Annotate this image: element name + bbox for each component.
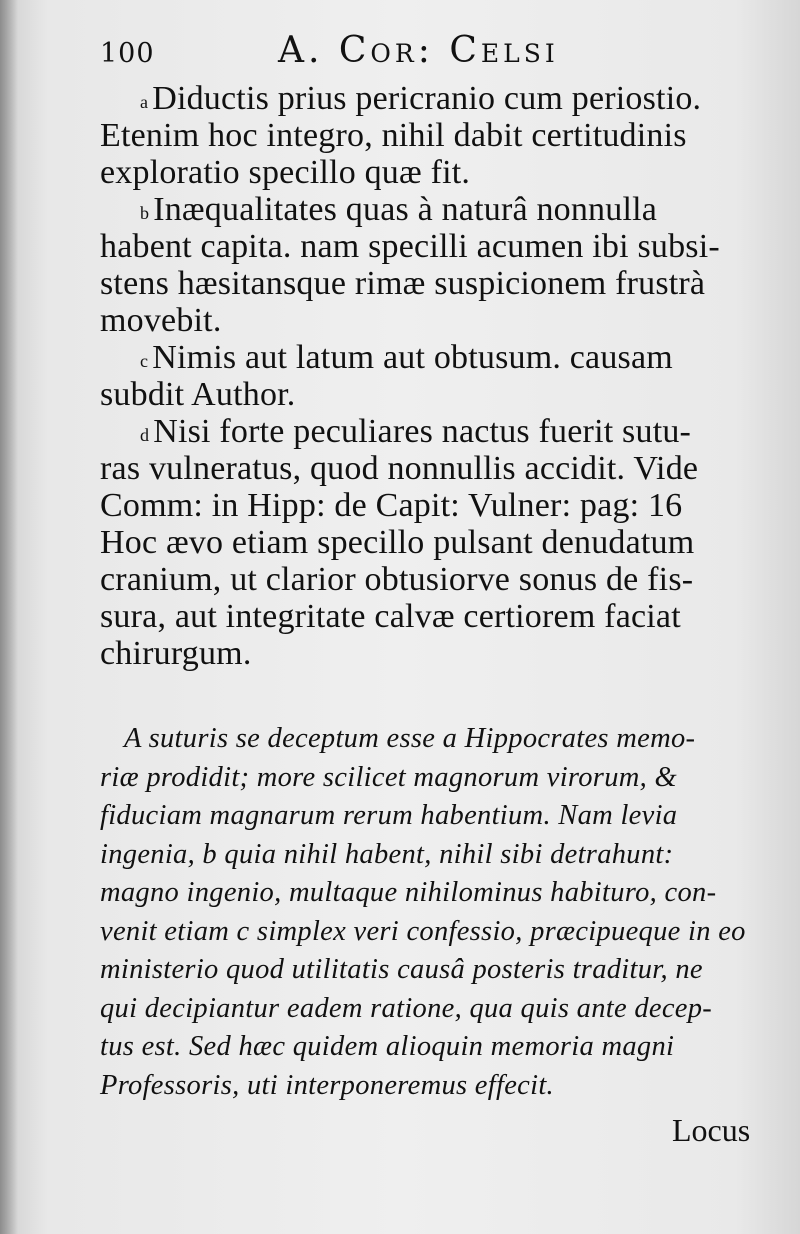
running-title: A. Cor: Celsi — [278, 30, 559, 71]
page-number: 100 — [100, 38, 155, 69]
note-marker: a — [140, 92, 149, 112]
gutter-shadow — [0, 0, 18, 1234]
annotation-notes — [100, 80, 760, 672]
note-c — [100, 339, 760, 413]
note-marker: c — [140, 351, 149, 371]
note-marker: d — [140, 425, 150, 445]
running-head — [100, 30, 590, 70]
note-d — [100, 413, 760, 672]
note-text: Nisi forte peculiares nactus fuerit sutu- ras vulneratus, quod nonnullis accidit. Vide Comm: in Hipp: de Capit: Vulner: pag: 16 Hoc ævo etiam specillo pulsant denudatum cranium, ut clarior obtusiorve sonus de fis- sura, aut integritate calvæ certiorem faciat chirurgum. — [100, 413, 699, 672]
main-text-italic: A suturis se deceptum esse a Hippocrates memo- riæ prodidit; more scilicet magnorum virorum, & fiduciam magnarum rerum habentium. Nam levia ingenia, b quia nihil habent, nihil sibi detrahunt: magno ingenio, multaque nihilominus habituro, con- venit etiam c simplex veri confessio, præcipueque in eo ministerio quod utilitatis causâ posteris traditur, ne qui decipiantur eadem ratione, qua quis ante decep- tus est. Sed hæc quidem alioquin memoria magni Professoris, uti interponeremus effecit. — [100, 723, 746, 1101]
catchword: Locus — [672, 1112, 751, 1148]
note-b — [100, 191, 760, 339]
note-text: Nimis aut latum aut obtusum. causam subdit Author. — [100, 339, 673, 413]
note-text: Inæqualitates quas à naturâ nonnulla habent capita. nam specilli acumen ibi subsi- stens hæsitansque rimæ suspicionem frustrà movebit. — [100, 191, 720, 339]
note-marker: b — [140, 203, 150, 223]
note-text: Diductis prius pericranio cum periostio. Etenim hoc integro, nihil dabit certitudinis exploratio specillo quæ fit. — [100, 80, 702, 191]
note-a — [100, 80, 760, 191]
